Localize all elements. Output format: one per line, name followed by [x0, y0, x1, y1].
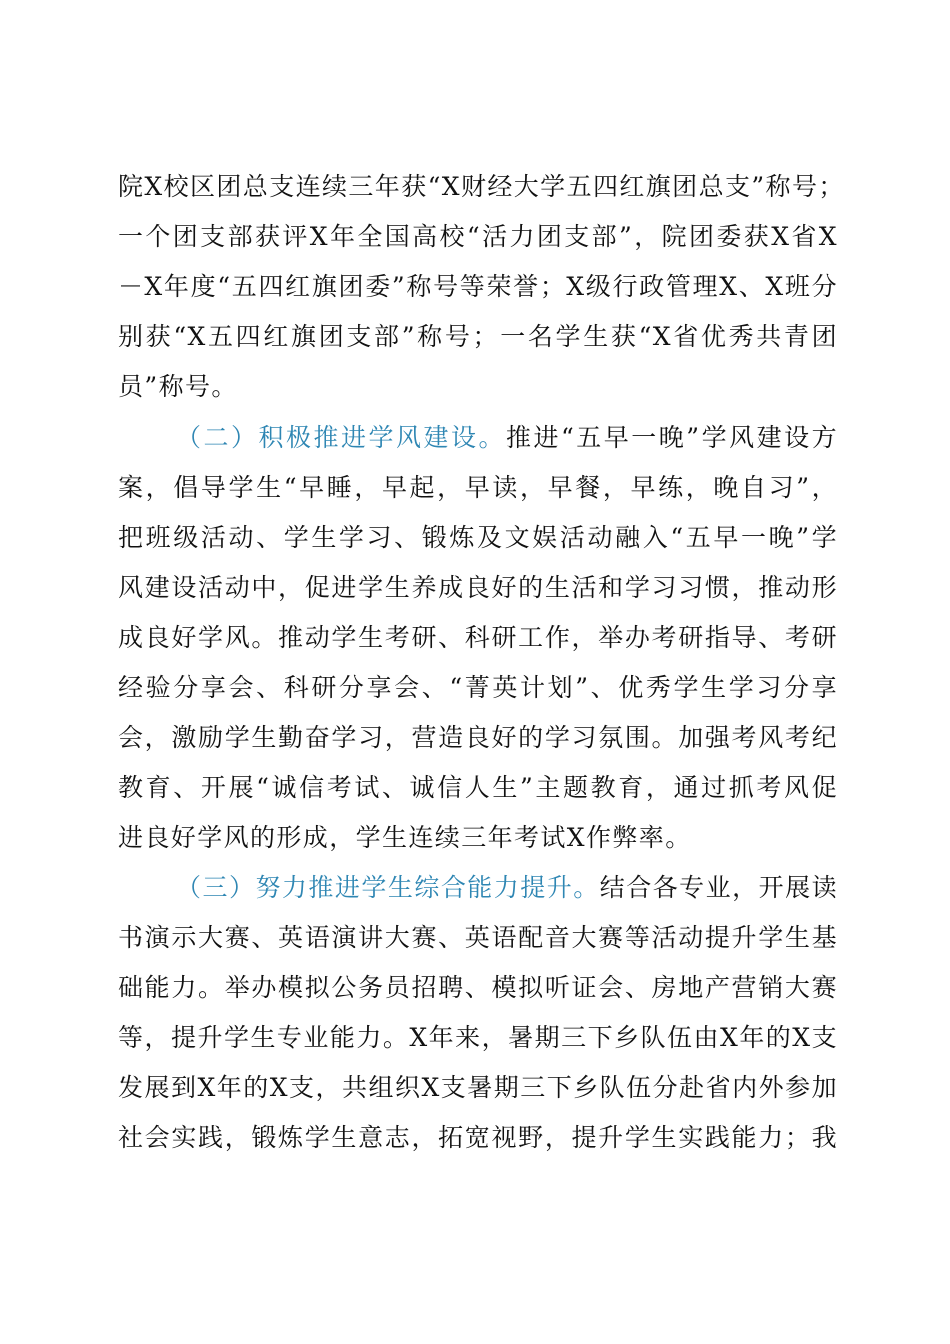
paragraph-1-line-3: －X年度“五四红旗团委”称号等荣誉；X级行政管理X、X班分: [118, 272, 838, 301]
paragraph-3-line-1-rest: 结合各专业，开展读: [599, 873, 838, 902]
paragraph-2-first-line: [176, 418, 838, 458]
paragraph-2-line-7: 会，激励学生勤奋学习，营造良好的学习氛围。加强考风考纪: [118, 723, 838, 752]
section-heading-3: （三）努力推进学生综合能力提升。: [176, 873, 600, 902]
paragraph-2-line-4: 风建设活动中，促进学生养成良好的生活和学习习惯，推动形: [118, 573, 838, 602]
paragraph-2-line-8: 教育、开展“诚信考试、诚信人生”主题教育，通过抓考风促: [118, 773, 838, 802]
paragraph-3-line-6: 社会实践，锻炼学生意志，拓宽视野，提升学生实践能力；我: [118, 1123, 838, 1152]
paragraph-1-line-4: 别获“X五四红旗团支部”称号；一名学生获“X省优秀共青团: [118, 322, 838, 351]
paragraph-3-line-5: 发展到X年的X支，共组织X支暑期三下乡队伍分赴省内外参加: [118, 1073, 838, 1102]
section-heading-2: （二）积极推进学风建设。: [176, 423, 507, 452]
paragraph-1-line-5: 员”称号。: [118, 372, 238, 401]
paragraph-1-line-1: 院X校区团总支连续三年获“X财经大学五四红旗团总支”称号；: [118, 172, 845, 201]
paragraph-3-line-2: 书演示大赛、英语演讲大赛、英语配音大赛等活动提升学生基: [118, 923, 838, 952]
paragraph-3-line-4: 等，提升学生专业能力。X年来，暑期三下乡队伍由X年的X支: [118, 1023, 838, 1052]
paragraph-3-first-line: [176, 868, 838, 908]
paragraph-2-line-2: 案，倡导学生“早睡，早起，早读，早餐，早练，晚自习”，: [118, 473, 838, 502]
paragraph-2-line-1-rest: 推进“五早一晚”学风建设方: [506, 423, 838, 452]
paragraph-2-line-9: 进良好学风的形成，学生连续三年考试X作弊率。: [118, 823, 692, 852]
paragraph-2-line-3: 把班级活动、学生学习、锻炼及文娱活动融入“五早一晚”学: [118, 523, 838, 552]
paragraph-2-line-5: 成良好学风。推动学生考研、科研工作，举办考研指导、考研: [118, 623, 838, 652]
paragraph-2-line-6: 经验分享会、科研分享会、“菁英计划”、优秀学生学习分享: [118, 673, 838, 702]
paragraph-3-line-3: 础能力。举办模拟公务员招聘、模拟听证会、房地产营销大赛: [118, 973, 838, 1002]
paragraph-1-line-2: 一个团支部获评X年全国高校“活力团支部”，院团委获X省X: [118, 222, 838, 251]
